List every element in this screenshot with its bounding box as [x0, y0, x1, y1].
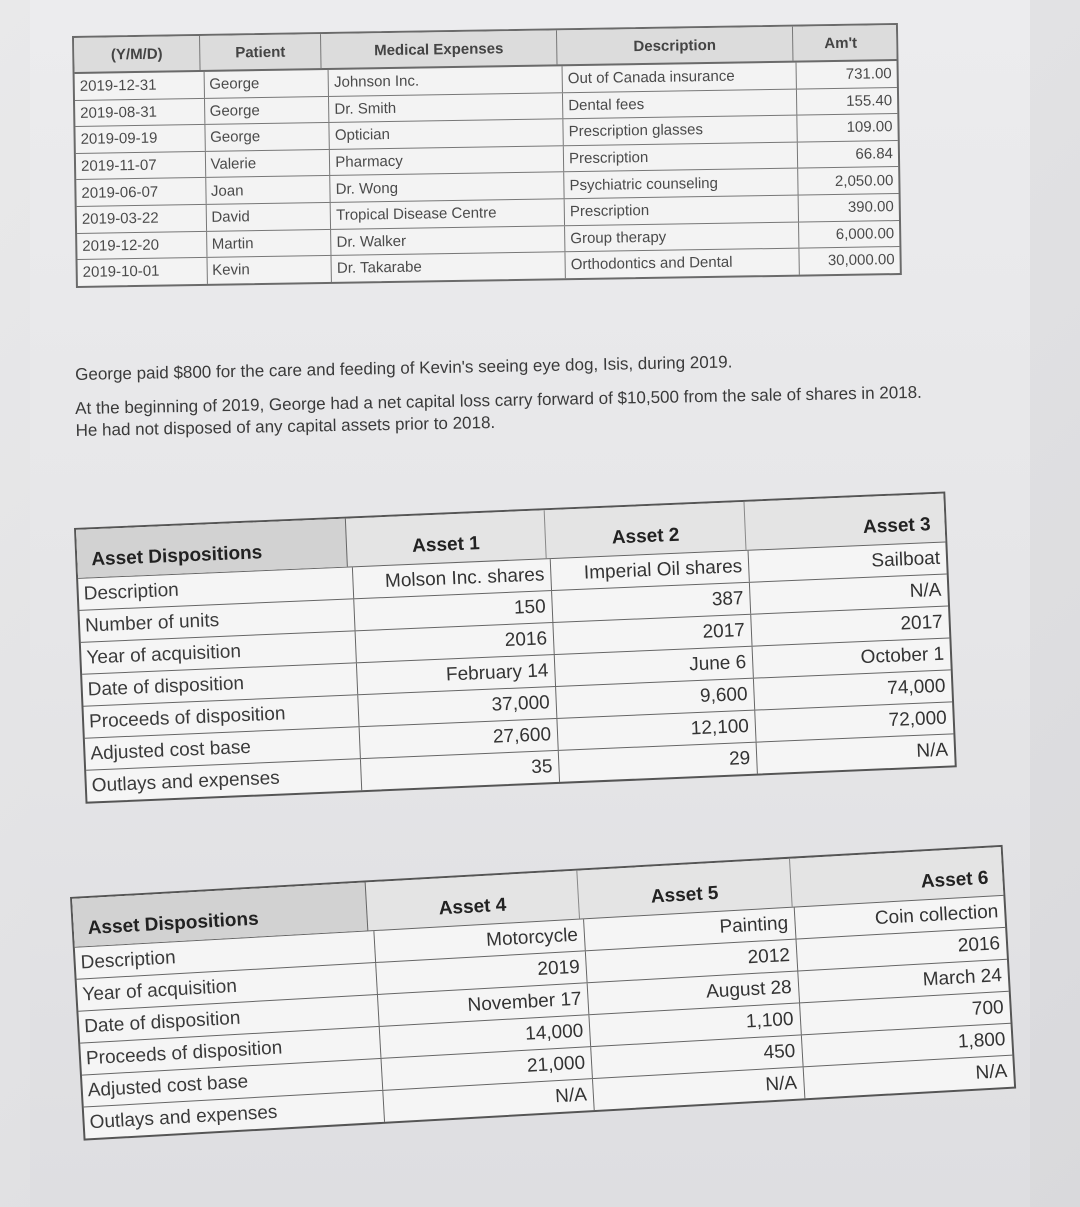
cell-value: 27,600 — [360, 719, 559, 758]
header-patient: Patient — [200, 34, 322, 70]
asset-dispositions-table-2 — [70, 845, 1016, 1141]
row-label: Number of units — [79, 599, 355, 641]
cell-patient: Joan — [206, 176, 331, 204]
cell-date: 2019-09-19 — [75, 125, 205, 153]
cell-date: 2019-08-31 — [75, 99, 205, 127]
cell-amount: 731.00 — [845, 65, 892, 84]
asset-header-3: Asset 3 — [862, 514, 932, 538]
asset-table-title: Asset Dispositions — [72, 882, 368, 946]
cell-value: 150 — [354, 591, 553, 630]
cell-value: 2016 — [957, 932, 1001, 957]
cell-description: Orthodontics and Dental — [566, 249, 800, 278]
cell-value: 12,100 — [557, 711, 756, 750]
cell-value: June 6 — [555, 647, 754, 686]
cell-value: 37,000 — [358, 687, 557, 726]
row-label: Description — [78, 567, 354, 609]
cell-value: N/A — [909, 579, 942, 602]
cell-provider: Tropical Disease Centre — [331, 199, 565, 228]
cell-date: 2019-03-22 — [77, 205, 207, 233]
cell-value: N/A — [974, 1060, 1008, 1084]
cell-patient: David — [206, 203, 331, 231]
cell-value: 700 — [971, 996, 1005, 1020]
cell-value: Painting — [584, 908, 796, 951]
cell-date: 2019-12-31 — [75, 72, 205, 100]
cell-date: 2019-06-07 — [76, 178, 206, 206]
medical-expenses-table — [72, 23, 902, 288]
cell-description: Prescription glasses — [563, 116, 797, 145]
row-label: Outlays and expenses — [84, 1091, 385, 1139]
cell-value: 2019 — [376, 951, 588, 994]
cell-value: 14,000 — [379, 1015, 591, 1058]
cell-value: 387 — [552, 583, 751, 622]
cell-value: March 24 — [922, 964, 1003, 991]
row-label: Adjusted cost base — [85, 727, 361, 769]
row-label: Adjusted cost base — [82, 1059, 383, 1107]
cell-value: 2012 — [586, 940, 798, 983]
header-amount: Am't — [824, 34, 858, 52]
cell-provider: Johnson Inc. — [329, 66, 563, 95]
cell-value: 29 — [559, 743, 758, 782]
cell-description: Group therapy — [565, 222, 799, 251]
cell-value: 2017 — [553, 615, 752, 654]
cell-description: Out of Canada insurance — [563, 63, 797, 92]
cell-value: November 17 — [377, 983, 589, 1026]
cell-date: 2019-12-20 — [77, 231, 207, 259]
asset-header-2: Asset 2 — [545, 502, 747, 558]
cell-value: 1,100 — [589, 1003, 801, 1046]
header-description: Description — [557, 27, 794, 65]
row-label: Outlays and expenses — [86, 759, 362, 801]
cell-description: Prescription — [564, 142, 798, 171]
cell-value: 450 — [591, 1035, 803, 1078]
cell-value: 74,000 — [886, 675, 946, 699]
row-label: Description — [75, 931, 376, 979]
cell-value: 9,600 — [556, 679, 755, 718]
cell-value: 2017 — [900, 611, 944, 634]
cell-provider: Optician — [330, 119, 564, 148]
cell-amount: 66.84 — [855, 145, 894, 163]
row-label: Date of disposition — [82, 663, 358, 705]
asset-header-4: Asset 4 — [365, 871, 580, 931]
cell-amount: 155.40 — [846, 92, 893, 110]
asset-table-title: Asset Dispositions — [76, 519, 347, 578]
cell-patient: George — [204, 70, 329, 98]
cell-value: N/A — [383, 1079, 595, 1122]
paragraph-capital-loss: At the beginning of 2019, George had a net capital loss carry forward of $10,500 from the sale of shares in 2018. He had not disposed of any capital assets prior to 2018. — [75, 382, 922, 440]
cell-provider: Dr. Smith — [329, 93, 563, 122]
cell-date: 2019-10-01 — [78, 258, 208, 286]
paragraph-seeing-eye-dog: George paid $800 for the care and feeding of Kevin's seeing eye dog, Isis, during 2019. — [75, 352, 733, 384]
cell-amount: 390.00 — [847, 198, 894, 217]
cell-value: N/A — [593, 1067, 805, 1110]
cell-amount: 2,050.00 — [834, 171, 894, 190]
row-label: Proceeds of disposition — [83, 695, 359, 737]
asset-dispositions-table-1 — [74, 491, 957, 803]
cell-provider: Dr. Takarabe — [332, 252, 566, 281]
row-label: Date of disposition — [78, 995, 379, 1043]
cell-value: Molson Inc. shares — [353, 559, 552, 598]
cell-value: Imperial Oil shares — [551, 551, 750, 590]
cell-amount: 109.00 — [846, 118, 893, 137]
cell-provider: Pharmacy — [330, 146, 564, 175]
cell-amount: 30,000.00 — [827, 251, 895, 270]
row-label: Year of acquisition — [81, 631, 357, 673]
asset-header-1: Asset 1 — [345, 510, 547, 566]
cell-value: Coin collection — [874, 900, 999, 929]
cell-description: Psychiatric counseling — [564, 169, 798, 198]
cell-patient: Martin — [207, 230, 332, 258]
cell-value: August 28 — [588, 971, 800, 1014]
row-label: Year of acquisition — [77, 963, 378, 1011]
cell-value: February 14 — [357, 655, 556, 694]
cell-value: 2016 — [356, 623, 555, 662]
cell-value: 21,000 — [381, 1047, 593, 1090]
cell-patient: Valerie — [205, 150, 330, 178]
asset-header-5: Asset 5 — [577, 859, 792, 919]
cell-patient: George — [205, 97, 330, 125]
header-medical-expenses: Medical Expenses — [321, 30, 558, 68]
asset-header-6: Asset 6 — [920, 867, 989, 893]
header-date: (Y/M/D) — [74, 36, 201, 72]
cell-value: 1,800 — [957, 1028, 1006, 1053]
cell-value: 35 — [361, 751, 560, 790]
cell-date: 2019-11-07 — [76, 152, 206, 180]
row-label: Proceeds of disposition — [80, 1027, 381, 1075]
cell-provider: Dr. Walker — [331, 226, 565, 255]
cell-description: Prescription — [565, 196, 799, 225]
cell-patient: George — [205, 123, 330, 151]
cell-value: 72,000 — [888, 707, 948, 731]
cell-description: Dental fees — [563, 89, 797, 118]
cell-amount: 6,000.00 — [835, 224, 895, 243]
cell-value: N/A — [915, 739, 949, 762]
cell-value: Motorcycle — [374, 919, 586, 962]
cell-value: October 1 — [860, 643, 945, 668]
cell-patient: Kevin — [207, 256, 332, 284]
cell-value: Sailboat — [870, 547, 941, 572]
cell-provider: Dr. Wong — [331, 173, 565, 202]
